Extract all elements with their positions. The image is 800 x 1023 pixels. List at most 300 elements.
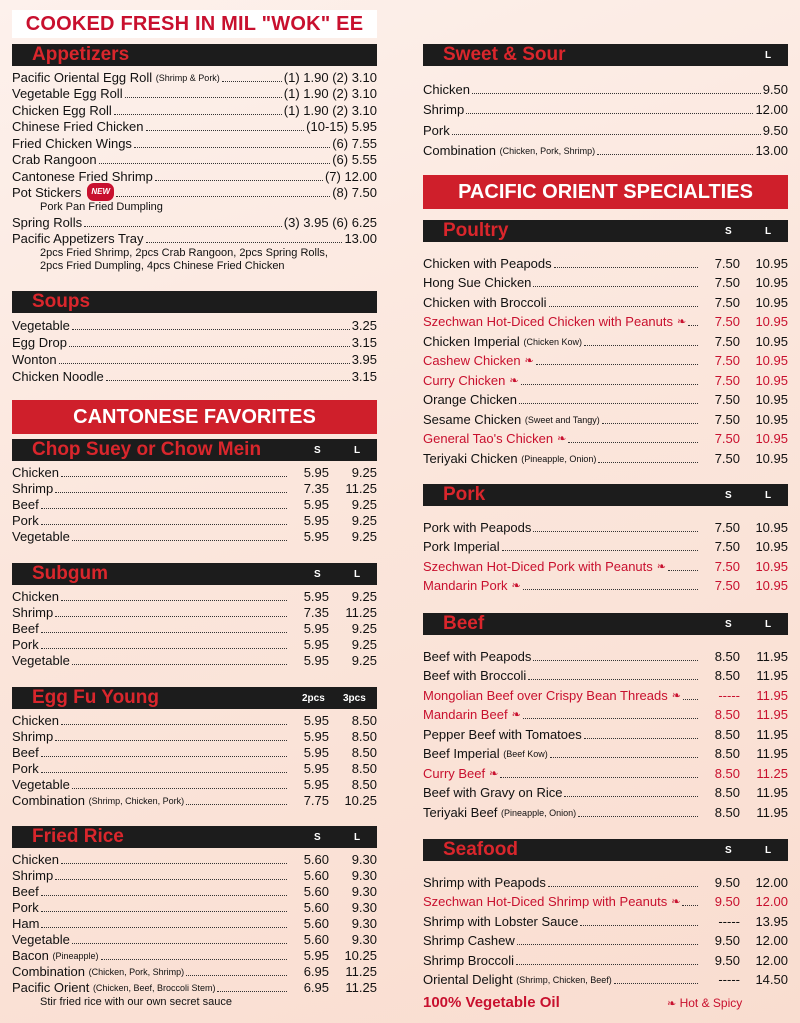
dot-leader	[517, 944, 698, 945]
menu-item-row	[423, 98, 788, 119]
menu-item-price-large: 12.00	[755, 894, 788, 909]
menu-item-price-large: 10.95	[755, 450, 788, 466]
menu-item-name: Wonton	[12, 352, 57, 367]
menu-item-price-large: 10.95	[755, 558, 788, 574]
menu-item-name: Ham	[12, 916, 40, 931]
menu-item-price-small: 8.50	[714, 726, 740, 742]
menu-item-price-large: 13.00	[755, 143, 788, 158]
menu-item-price-large: 11.95	[756, 648, 788, 664]
menu-item-price-small: 7.50	[714, 353, 740, 368]
section-title: Egg Fu Young	[32, 687, 159, 708]
menu-item-name: Pork	[423, 122, 450, 138]
menu-item-name: Beef with Peapods	[423, 648, 532, 664]
menu-item-row	[12, 852, 377, 868]
menu-item-name: Pot Stickers	[12, 185, 82, 200]
menu-item-name: Oriental Delight	[423, 972, 513, 987]
dot-leader	[536, 364, 698, 365]
menu-item-price-small: 7.35	[303, 481, 329, 496]
dot-leader	[55, 740, 287, 741]
menu-item-row	[12, 135, 377, 152]
menu-item-description: Pork Pan Fried Dumpling	[40, 201, 163, 213]
size-small-label: S	[314, 569, 321, 580]
menu-item-row	[12, 152, 377, 169]
menu-item-price-large: 9.25	[351, 465, 377, 480]
dot-leader	[61, 724, 287, 725]
menu-item-name: Pork with Peapods	[423, 519, 532, 535]
menu-item-row	[423, 704, 788, 724]
size-small-label: S	[725, 619, 732, 630]
dot-leader	[580, 925, 698, 926]
menu-item-price-small: 9.50	[714, 894, 740, 909]
pepper-icon: ❧	[524, 355, 534, 367]
menu-item-price-small: 5.95	[303, 948, 329, 963]
menu-item-price-small: 8.50	[714, 804, 740, 820]
menu-item-price-small: 5.60	[303, 852, 329, 867]
menu-item-name: Combination	[12, 964, 85, 979]
menu-item-name: Pacific Appetizers Tray	[12, 231, 144, 246]
menu-item-row	[423, 408, 788, 428]
menu-item-row	[12, 916, 377, 932]
menu-item-row	[12, 334, 377, 351]
menu-item-row	[12, 497, 377, 513]
menu-item-row	[423, 291, 788, 311]
size-large-label: L	[354, 832, 361, 843]
menu-item-price: (3) 3.95 (6) 6.25	[283, 214, 377, 230]
pepper-icon: ❧	[671, 896, 681, 908]
menu-item-price-large: 9.30	[351, 852, 377, 867]
menu-item-price-large: 10.95	[755, 411, 788, 427]
menu-item-price-small: 7.50	[714, 519, 740, 535]
dot-leader	[683, 699, 698, 700]
menu-item-name: Pork	[12, 513, 39, 528]
menu-item-name: Teriyaki Chicken	[423, 450, 518, 466]
menu-item-price-small: 7.50	[714, 255, 740, 271]
dot-leader	[41, 632, 287, 633]
menu-item-row	[12, 317, 377, 334]
dot-leader	[528, 679, 698, 680]
menu-item-name: Beef	[12, 745, 39, 760]
menu-item-note: (Chicken Kow)	[523, 336, 582, 347]
menu-item-row	[12, 745, 377, 761]
dot-leader	[519, 403, 698, 404]
dot-leader	[584, 738, 698, 739]
menu-item-row	[423, 311, 788, 331]
menu-item-row	[423, 77, 788, 98]
menu-item-name: Beef	[12, 621, 39, 636]
dot-leader	[521, 384, 698, 385]
section-title: Seafood	[443, 839, 518, 860]
menu-item-note: (Beef Kow)	[503, 749, 548, 759]
dot-leader	[597, 154, 753, 155]
section-soups	[12, 291, 377, 385]
menu-item-price-large: 11.25	[345, 605, 377, 620]
menu-item-price-large: 12.00	[755, 952, 788, 968]
dot-leader	[41, 756, 287, 757]
menu-item-price-small: 5.95	[303, 621, 329, 636]
menu-item-row	[12, 761, 377, 777]
dot-leader	[41, 648, 287, 649]
dot-leader	[55, 879, 287, 880]
section-subgum	[12, 563, 377, 669]
dot-leader	[614, 983, 698, 984]
menu-item-row	[423, 743, 788, 763]
pepper-icon: ❧	[489, 767, 499, 780]
menu-item-price-large: 10.25	[344, 793, 377, 808]
menu-item-price: (1) 1.90 (2) 3.10	[283, 102, 377, 118]
menu-item-row	[12, 529, 377, 545]
menu-item-name: Pork	[12, 900, 39, 915]
section-title: Soups	[32, 291, 91, 312]
size-large-label: L	[765, 226, 772, 237]
menu-item-row	[423, 252, 788, 272]
menu-item-price-small: 8.50	[714, 765, 740, 781]
menu-item-name: Chicken	[12, 465, 59, 480]
menu-item-price-small: 9.50	[714, 933, 740, 948]
menu-item-name: Fried Chicken Wings	[12, 135, 132, 151]
menu-item-note: (Pineapple, Onion)	[521, 453, 597, 464]
section-egg-fu-young	[12, 687, 377, 809]
section-title: Chop Suey or Chow Mein	[32, 439, 262, 460]
menu-item-price-large: 11.95	[756, 746, 788, 761]
section-title: Subgum	[32, 563, 108, 584]
dot-leader	[59, 363, 350, 364]
dot-leader	[452, 134, 761, 135]
dot-leader	[550, 757, 698, 758]
menu-item-row	[423, 801, 788, 821]
menu-item-name: Cashew Chicken	[423, 353, 521, 368]
menu-item-price-small: 7.50	[714, 294, 740, 310]
menu-item-price-large: 10.95	[755, 539, 788, 554]
menu-item-price: (1) 1.90 (2) 3.10	[283, 69, 377, 85]
menu-item-note: (Chicken, Pork, Shrimp)	[499, 146, 596, 156]
menu-item-name: Shrimp	[12, 481, 54, 496]
menu-item-name: Pork Imperial	[423, 539, 500, 554]
dot-leader	[61, 476, 287, 477]
hot-spicy-legend	[667, 996, 742, 1010]
menu-item-row	[423, 447, 788, 467]
menu-item-price-large: 10.95	[755, 578, 788, 593]
dot-leader	[146, 242, 343, 243]
menu-item-price-large: 9.50	[762, 122, 788, 138]
dot-leader	[584, 345, 698, 346]
menu-item-price-small: 8.50	[714, 648, 740, 664]
menu-item-row	[12, 119, 377, 136]
menu-item-price-small: 7.50	[714, 539, 740, 554]
menu-item-name: Chicken	[12, 713, 59, 728]
menu-item-name: Shrimp	[423, 102, 465, 117]
menu-item-price-large: 13.95	[755, 913, 788, 929]
menu-item-note: (Chicken, Pork, Shrimp)	[88, 967, 185, 977]
dot-leader	[84, 226, 282, 227]
menu-item-name: Crab Rangoon	[12, 152, 97, 167]
section-appetizers	[12, 44, 377, 273]
menu-item-price: (10-15) 5.95	[306, 119, 377, 134]
menu-item-price-large: 8.50	[351, 761, 377, 776]
menu-item-price-small: 9.50	[714, 952, 740, 968]
dot-leader	[101, 959, 287, 960]
menu-item-price-small: 5.95	[303, 637, 329, 652]
menu-item-name: Chicken with Peapods	[423, 255, 552, 271]
menu-item-name: Pacific Orient	[12, 980, 90, 995]
menu-item-note: (Pineapple, Onion)	[501, 807, 577, 818]
menu-item-name: Vegetable Egg Roll	[12, 86, 123, 101]
dot-leader	[72, 329, 350, 330]
menu-item-price-small: 5.95	[303, 589, 329, 604]
menu-item-price-small: 5.60	[303, 932, 329, 947]
dot-leader	[99, 163, 331, 164]
menu-item-row	[12, 351, 377, 368]
section-header	[12, 687, 377, 709]
menu-item-name: Shrimp with Lobster Sauce	[423, 913, 579, 929]
menu-item-price-small: 5.95	[303, 513, 329, 528]
pepper-icon: ❧	[656, 560, 666, 573]
menu-item-row	[12, 793, 377, 809]
menu-item-price-large: 10.95	[755, 353, 788, 368]
menu-item-row	[423, 350, 788, 370]
section-chop-suey	[12, 439, 377, 545]
menu-item-price-large: 9.30	[351, 932, 377, 947]
menu-item-name: Chicken	[423, 81, 470, 97]
dot-leader	[568, 442, 698, 443]
menu-item-name: Combination	[423, 143, 496, 158]
menu-item-price-small: 7.50	[714, 578, 740, 593]
menu-item-name: Chicken	[12, 589, 59, 604]
menu-item-price-large: 9.25	[351, 497, 377, 512]
menu-item-row	[423, 272, 788, 292]
menu-item-price-small: 5.95	[303, 777, 329, 792]
menu-item-name: Pepper Beef with Tomatoes	[423, 726, 582, 742]
menu-item-price-large: 11.95	[756, 726, 788, 742]
menu-item-row	[12, 884, 377, 900]
dot-leader	[41, 524, 287, 525]
menu-item-row	[12, 368, 377, 385]
menu-item-price-large: 12.00	[755, 933, 788, 948]
size-small-label: S	[725, 845, 732, 856]
menu-item-price: 3.15	[351, 335, 377, 350]
dot-leader	[186, 975, 287, 976]
menu-item-name: Vegetable	[12, 529, 70, 544]
menu-item-price-small: 7.50	[714, 314, 740, 329]
menu-item-price-large: 9.30	[351, 868, 377, 883]
dot-leader	[186, 804, 287, 805]
menu-item-price-large: 14.50	[755, 972, 788, 987]
menu-item-row	[423, 536, 788, 556]
size-small-label: 2pcs	[302, 693, 325, 704]
menu-item-row	[12, 605, 377, 621]
menu-item-row	[12, 481, 377, 497]
menu-item-name: Sesame Chicken	[423, 411, 522, 427]
menu-item-row	[12, 214, 377, 231]
menu-item-price-small: 8.50	[714, 746, 740, 761]
dot-leader	[533, 286, 698, 287]
dot-leader	[72, 943, 287, 944]
menu-item-price: (6) 7.55	[332, 135, 377, 151]
menu-item-row	[423, 389, 788, 409]
menu-item-name: Orange Chicken	[423, 392, 517, 407]
dot-leader	[106, 380, 350, 381]
menu-item-name: Chicken Noodle	[12, 369, 104, 384]
menu-item-name: Curry Beef	[423, 765, 486, 781]
menu-item-price-small: 5.60	[303, 884, 329, 899]
menu-item-name: Mandarin Pork	[423, 578, 508, 593]
menu-item-price-large: 10.95	[755, 314, 788, 329]
menu-item-price-large: 11.95	[756, 668, 788, 683]
menu-item-row	[423, 369, 788, 389]
menu-item-name: Spring Rolls	[12, 214, 83, 230]
menu-item-row	[423, 645, 788, 665]
menu-item-description: 2pcs Fried Shrimp, 2pcs Crab Rangoon, 2pcs Spring Rolls, 2pcs Fried Dumpling, 4pcs Chinese Fried Chicken	[40, 247, 328, 272]
new-badge: NEW	[87, 183, 114, 201]
menu-item-price-large: 11.25	[756, 765, 788, 781]
section-sweet-sour	[423, 44, 788, 159]
dot-leader	[533, 660, 698, 661]
menu-item-price-small: 7.50	[714, 333, 740, 349]
menu-item-row	[423, 118, 788, 139]
menu-item-row	[423, 516, 788, 536]
section-title: Poultry	[443, 220, 509, 241]
section-title: Beef	[443, 613, 485, 634]
menu-item-price-large: 9.30	[351, 900, 377, 915]
menu-item-row	[12, 621, 377, 637]
menu-item-price-large: 10.25	[344, 948, 377, 963]
dot-leader	[668, 570, 698, 571]
menu-item-name: Pork	[12, 761, 39, 776]
menu-item-name: Mongolian Beef over Crispy Bean Threads	[423, 687, 668, 703]
dot-leader	[688, 325, 698, 326]
menu-item-name: Shrimp with Peapods	[423, 874, 546, 890]
section-fried-rice	[12, 826, 377, 1009]
dot-leader	[472, 93, 761, 94]
size-small-label: S	[314, 445, 321, 456]
menu-item-price-large: 9.30	[351, 884, 377, 899]
pepper-icon: ❧	[677, 316, 687, 328]
menu-item-name: Vegetable	[12, 777, 70, 792]
dot-leader	[502, 550, 698, 551]
menu-item-row	[423, 555, 788, 575]
menu-item-price-large: 11.95	[756, 804, 788, 820]
menu-item-price-small: 7.50	[714, 450, 740, 466]
menu-item-price-large: 10.95	[755, 255, 788, 271]
menu-item-price-small: 9.50	[714, 874, 740, 890]
dot-leader	[578, 816, 698, 817]
menu-item-row	[423, 575, 788, 595]
dot-leader	[41, 772, 287, 773]
dot-leader	[72, 664, 287, 665]
menu-item-price: 3.15	[351, 369, 377, 384]
section-title: Appetizers	[32, 44, 130, 65]
menu-item-description: Stir fried rice with our own secret sauce	[40, 996, 232, 1008]
menu-item-row	[12, 589, 377, 605]
menu-item-row	[423, 723, 788, 743]
menu-item-name: Cantonese Fried Shrimp	[12, 168, 153, 184]
menu-item-name: Egg Drop	[12, 335, 67, 350]
menu-item-price-large: 11.25	[345, 964, 377, 979]
menu-item-name: Szechwan Hot-Diced Pork with Peanuts	[423, 558, 653, 574]
menu-item-row	[12, 231, 377, 248]
menu-item-price-small: 5.60	[303, 868, 329, 883]
menu-item-name: Shrimp	[12, 868, 54, 883]
menu-item-price-large: 10.95	[755, 431, 788, 446]
menu-item-row	[423, 871, 788, 891]
menu-item-row	[12, 980, 377, 996]
menu-item-price-small: 7.35	[303, 605, 329, 620]
menu-item-price-small: 7.50	[714, 372, 740, 388]
menu-item-price-large: 9.25	[351, 589, 377, 604]
menu-item-row	[12, 948, 377, 964]
menu-item-name: General Tao's Chicken	[423, 431, 554, 446]
menu-item-row	[12, 168, 377, 185]
menu-item-name: Pacific Oriental Egg Roll	[12, 69, 153, 85]
menu-item-note: (Chicken, Beef, Broccoli Stem)	[92, 983, 216, 993]
menu-item-price-large: 11.25	[345, 481, 377, 496]
dot-leader	[41, 508, 287, 509]
dot-leader	[516, 964, 698, 965]
menu-item-price-large: 12.00	[755, 874, 788, 890]
menu-item-name: Hong Sue Chicken	[423, 275, 532, 290]
size-large-label: L	[765, 50, 772, 61]
menu-item-price-small: 8.50	[714, 707, 740, 722]
menu-item-row	[12, 964, 377, 980]
menu-item-note: (Shrimp, Chicken, Beef)	[516, 975, 612, 985]
menu-item-row	[12, 86, 377, 103]
menu-item-price-small: 5.60	[303, 916, 329, 931]
menu-item-price-small: 7.75	[303, 793, 329, 808]
dot-leader	[217, 991, 287, 992]
menu-item-name: Vegetable	[12, 932, 70, 947]
menu-item-name: Chicken Imperial	[423, 333, 520, 349]
dot-leader	[134, 147, 330, 148]
menu-item-price-large: 12.00	[755, 102, 788, 117]
pepper-icon: ❧	[511, 709, 521, 721]
menu-item-row	[423, 428, 788, 448]
menu-item-price: (1) 1.90 (2) 3.10	[283, 86, 377, 101]
menu-item-name: Shrimp Cashew	[423, 933, 515, 948]
menu-item-note: (Sweet and Tangy)	[524, 414, 600, 425]
dot-leader	[523, 718, 698, 719]
menu-item-name: Shrimp Broccoli	[423, 952, 515, 968]
menu-item-name: Szechwan Hot-Diced Shrimp with Peanuts	[423, 894, 668, 909]
menu-item-price-large: 9.50	[762, 81, 788, 97]
hot-spicy-label: Hot & Spicy	[679, 996, 743, 1010]
menu-item-price-large: 10.95	[755, 372, 788, 388]
menu-item-price-large: 10.95	[755, 519, 788, 535]
size-small-label: S	[314, 832, 321, 843]
menu-item-row	[423, 139, 788, 160]
menu-item-price-small: 7.50	[714, 392, 740, 407]
menu-item-price-large: 8.50	[351, 729, 377, 744]
dot-leader	[549, 306, 698, 307]
pacific-orient-specialties-banner: PACIFIC ORIENT SPECIALTIES	[423, 175, 788, 209]
section-header	[12, 44, 377, 66]
dot-leader	[72, 540, 287, 541]
menu-item-row	[423, 665, 788, 685]
menu-item-name: Beef with Gravy on Rice	[423, 785, 563, 800]
dot-leader	[41, 911, 287, 912]
dot-leader	[114, 114, 282, 115]
menu-item-name: Mandarin Beef	[423, 707, 508, 722]
dot-leader	[69, 346, 350, 347]
menu-item-name: Shrimp	[12, 605, 54, 620]
menu-item-row	[12, 637, 377, 653]
menu-item-price-large: 9.25	[351, 621, 377, 636]
menu-item-price-small: 7.50	[714, 431, 740, 446]
menu-item-price: 13.00	[344, 231, 377, 246]
menu-item-row	[12, 653, 377, 669]
menu-item-note: (Shrimp, Chicken, Pork)	[88, 796, 185, 806]
menu-item-price-small: 5.95	[303, 713, 329, 728]
dot-leader	[41, 895, 287, 896]
menu-item-price-large: 8.50	[351, 745, 377, 760]
